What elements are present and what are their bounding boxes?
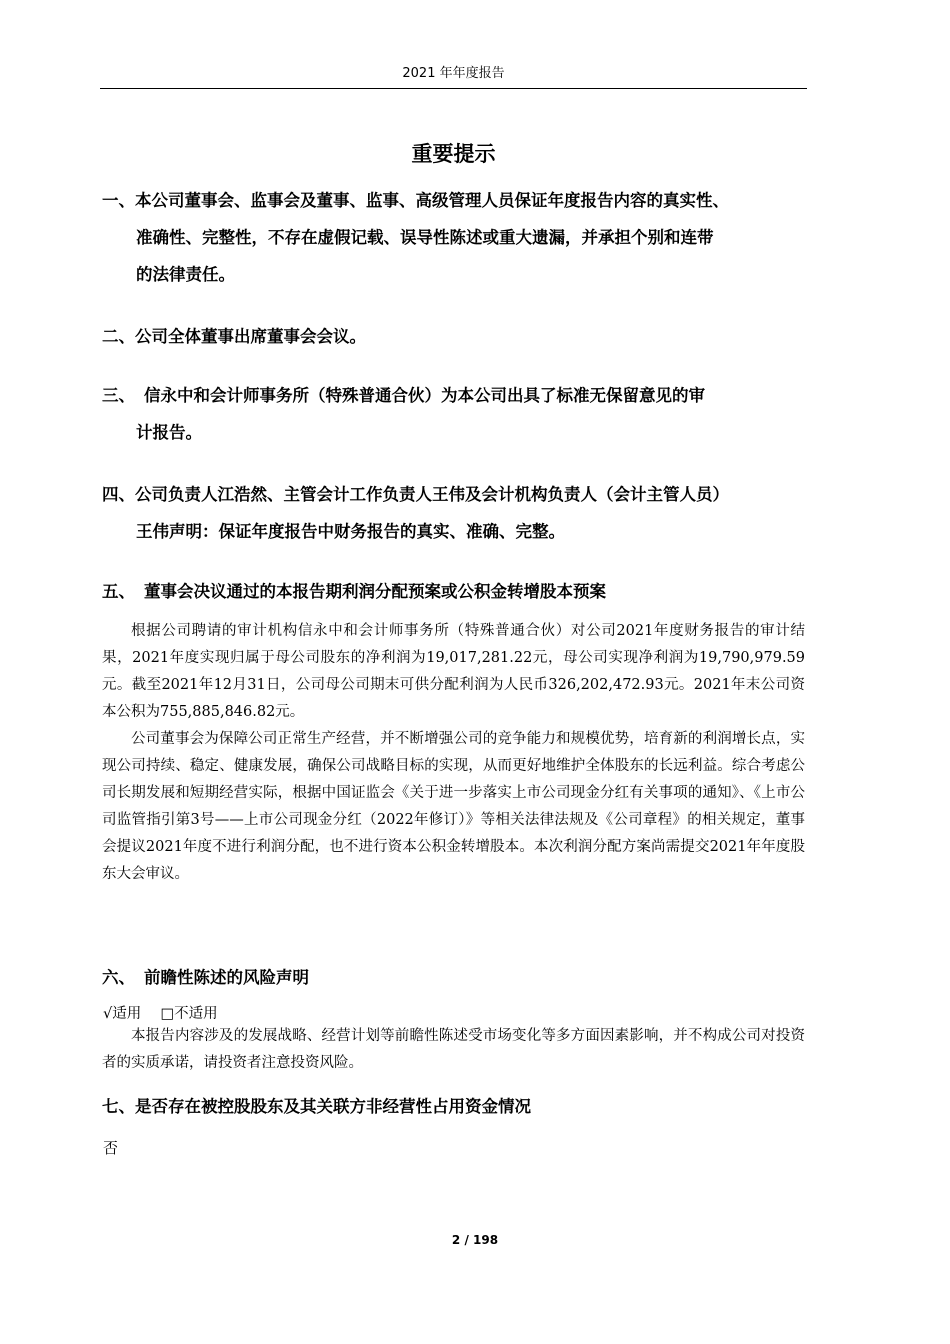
section-2-number: 二、 bbox=[102, 327, 135, 346]
section-5-paragraph-2: 公司董事会为保障公司正常生产经营，并不断增强公司的竞争能力和规模优势，培育新的利润增长点，实现公司持续、稳定、健康发展，确保公司战略目标的实现，从而更好地维护全体股东的长远利益。综合考虑公司长期发展和短期经营实际，根据中国证监会《关于进一步落实上市公司现金分红有关事项的通知》、《上市公司监管指引第3号——上市公司现金分红（2022年修订）》等相关法律法规及《公司章程》的相关规定，董事会提议2021年度不进行利润分配，也不进行资本公积金转增股本。本次利润分配方案尚需提交2021年年度股东大会审议。 bbox=[102, 731, 805, 882]
section-3-number: 三、 bbox=[102, 386, 135, 405]
section-2-text: 公司全体董事出席董事会会议。 bbox=[135, 327, 366, 346]
section-5-number: 五、 bbox=[102, 582, 135, 601]
not-applicable-unchecked: □不适用 bbox=[160, 1006, 218, 1022]
page-header: 2021 年年度报告 bbox=[402, 66, 505, 81]
section-1-line-2: 准确性、完整性，不存在虚假记载、误导性陈述或重大遗漏，并承担个别和连带 bbox=[136, 228, 714, 247]
applicable-checked: √适用 bbox=[103, 1006, 142, 1022]
section-7-number: 七、 bbox=[102, 1097, 135, 1116]
section-1-number: 一、 bbox=[102, 191, 135, 210]
section-4-line-2: 王伟声明：保证年度报告中财务报告的真实、准确、完整。 bbox=[136, 522, 565, 541]
section-6-body bbox=[102, 1023, 805, 1077]
applicability-row bbox=[103, 1002, 218, 1023]
section-5-title: 董事会决议通过的本报告期利润分配预案或公积金转增股本预案 bbox=[144, 582, 606, 601]
section-5-heading bbox=[102, 573, 807, 610]
section-1-line-1: 本公司董事会、监事会及董事、监事、高级管理人员保证年度报告内容的真实性、 bbox=[135, 191, 729, 210]
section-4 bbox=[102, 476, 812, 550]
section-6-number: 六、 bbox=[102, 968, 135, 987]
section-3-line-2: 计报告。 bbox=[136, 423, 202, 442]
section-7-heading bbox=[102, 1088, 807, 1125]
section-6-paragraph: 本报告内容涉及的发展战略、经营计划等前瞻性陈述受市场变化等多方面因素影响，并不构成公司对投资者的实质承诺，请投资者注意投资风险。 bbox=[102, 1028, 805, 1071]
page-number: 2 / 198 bbox=[451, 1233, 499, 1247]
section-5-body bbox=[102, 618, 805, 888]
section-3 bbox=[102, 377, 807, 451]
header-divider bbox=[100, 88, 807, 89]
section-6-heading bbox=[102, 959, 807, 996]
page-title: 重要提示 bbox=[411, 142, 496, 166]
section-2 bbox=[102, 318, 807, 355]
section-4-number: 四、 bbox=[102, 485, 135, 504]
section-7-title: 是否存在被控股股东及其关联方非经营性占用资金情况 bbox=[135, 1097, 531, 1116]
section-6-title: 前瞻性陈述的风险声明 bbox=[144, 968, 309, 987]
section-5-paragraph-1: 根据公司聘请的审计机构信永中和会计师事务所（特殊普通合伙）对公司2021年度财务报告的审计结果，2021年度实现归属于母公司股东的净利润为19,017,281.22元，母公司实现净利润为19,790,979.59元。截至2021年12月31日，公司母公司期末可供分配利润为人民币326,202,472.93元。2021年末公司资本公积为755,885,846.82元。 bbox=[102, 623, 805, 720]
section-3-line-1: 信永中和会计师事务所（特殊普通合伙）为本公司出具了标准无保留意见的审 bbox=[144, 386, 705, 405]
section-7-answer: 否 bbox=[103, 1139, 119, 1157]
section-4-line-1: 公司负责人江浩然、主管会计工作负责人王伟及会计机构负责人（会计主管人员） bbox=[135, 485, 729, 504]
section-1-line-3: 的法律责任。 bbox=[136, 265, 235, 284]
section-1 bbox=[102, 182, 807, 293]
